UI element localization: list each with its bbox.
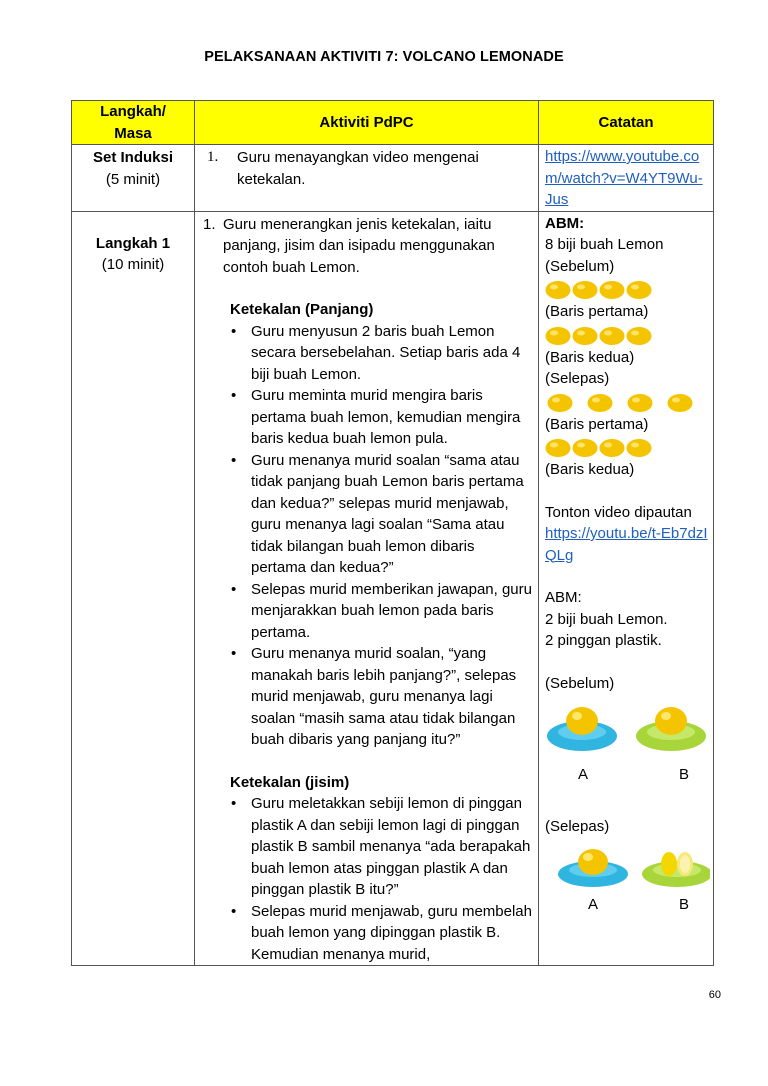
lemon-icon [572,280,598,300]
abm-heading: ABM: [545,214,585,232]
table-row [72,145,714,212]
label-selepas: (Selepas) [545,370,610,387]
lemon-icon [578,849,608,875]
list-item: • Selepas murid memberikan jawapan, guru menjarakkan buah lemon pada baris pertama. [231,579,532,644]
lemon-icon [599,280,625,300]
lemon-icon [545,438,571,458]
label-sebelum-2: (Sebelum) [545,674,615,692]
page-number: 60 [708,989,721,1001]
abm-description: 8 biji buah Lemon [545,236,664,253]
plate-labels-before [545,764,709,786]
lemon-row-4 [545,438,709,458]
item-number: 1. [203,215,216,233]
lemon-icon [599,438,625,458]
plates-after [545,846,709,894]
bullet-list-jisim [203,793,532,965]
lesson-table [71,100,714,966]
step-time: (10 minit) [101,256,165,273]
step-cell [72,145,195,212]
plates-before-image [545,704,710,764]
lemon-icon [627,393,653,413]
lemon-icon [572,326,598,346]
header-catatan: Catatan [539,101,714,145]
label-baris-kedua-2: (Baris kedua) [545,461,635,478]
subheading-jisim: Ketekalan (jisim) [230,773,350,791]
label-baris-pertama: (Baris pertama) [545,303,649,320]
label-sebelum: (Sebelum) [545,257,615,275]
lemon-icon [655,707,687,735]
label-baris-kedua: (Baris kedua) [545,348,635,366]
abm2-heading: ABM: [545,589,582,606]
list-item: • Guru menanya murid soalan “sama atau tidak panjang buah Lemon baris pertama dan kedua?” selepas murid menjawab, guru menanya lagi soalan “Sama atau tidak bilangan buah lemon dibaris pertama dan kedua?” [231,450,532,579]
abm2-line2: 2 pinggan plastik. [545,632,662,649]
lemon-icon [626,280,652,300]
lemon-icon [566,707,598,735]
list-item: • Selepas murid menjawab, guru membelah buah lemon yang dipinggan plastik B. Kemudian menanya murid, [231,901,532,966]
lemon-half-icon [661,852,677,876]
lemon-icon [626,326,652,346]
bullet-list-panjang [203,321,532,751]
label-b: B [679,895,690,913]
header-langkah-masa: Langkah/ Masa [72,101,195,145]
notes-cell [539,211,714,966]
activity-cell [195,145,539,212]
step-time: (5 minit) [105,170,161,188]
plates-after-image [545,846,710,894]
item-number: 1. [207,149,219,165]
label-b: B [679,766,690,783]
lemon-icon [599,326,625,346]
abm2-line1: 2 biji buah Lemon. [545,610,668,628]
youtube-link[interactable]: https://www.youtube.com/watch?v=W4YT9Wu-Jus [545,148,703,208]
list-item [207,147,532,190]
list-item [203,214,532,279]
lemon-icon [587,393,613,413]
subheading-panjang: Ketekalan (Panjang) [230,301,374,318]
list-item: • Guru meletakkan sebiji lemon di pinggan plastik A dan sebiji lemon lagi di pinggan plastik B sambil menanya “ada berapakah buah lemon atas pinggan plastik A dan pinggan plastik B itu?” [231,793,532,901]
notes-cell [539,145,714,212]
plate-labels-after [545,894,709,916]
list-item: • Guru menanya murid soalan, “yang manakah baris lebih panjang?”, selepas murid menjawab, guru menanya lagi soalan “masih sama atau tidak bilangan buah dibaris yang panjang itu?” [231,643,532,751]
list-item: • Guru meminta murid mengira baris pertama buah lemon, kemudian mengira baris kedua buah lemon pula. [231,385,532,450]
lemon-icon [572,438,598,458]
step-cell [72,211,195,966]
table-header-row [72,101,714,145]
lemon-icon [545,326,571,346]
lemon-icon [667,393,693,413]
step-name: Set Induksi [92,149,174,166]
lemon-icon [626,438,652,458]
lemon-icon [545,280,571,300]
video-link[interactable]: https://youtu.be/t-Eb7dzIQLg [545,525,708,564]
list-item: • Guru menyusun 2 baris buah Lemon secara bersebelahan. Setiap baris ada 4 biji buah Lemon. [231,321,532,386]
plates-before [545,704,709,764]
label-a: A [578,766,589,783]
label-selepas-2: (Selepas) [545,818,610,835]
header-aktiviti: Aktiviti PdPC [195,101,539,145]
lemon-icon [547,393,573,413]
lemon-row-3 [545,393,709,413]
video-text: Tonton video dipautan [545,503,692,521]
lemon-row-1 [545,280,709,300]
item-text: Guru menerangkan jenis ketekalan, iaitu panjang, jisim dan isipadu menggunakan contoh buah Lemon. [223,215,495,276]
label-a: A [588,895,599,913]
activity-cell [195,211,539,966]
document-title: PELAKSANAAN AKTIVITI 7: VOLCANO LEMONADE [204,49,564,65]
item-text: Guru menayangkan video mengenai ketekalan. [237,149,479,188]
table-row [72,211,714,966]
label-baris-pertama-2: (Baris pertama) [545,415,649,433]
lemon-row-2 [545,326,709,346]
step-name: Langkah 1 [95,234,171,252]
